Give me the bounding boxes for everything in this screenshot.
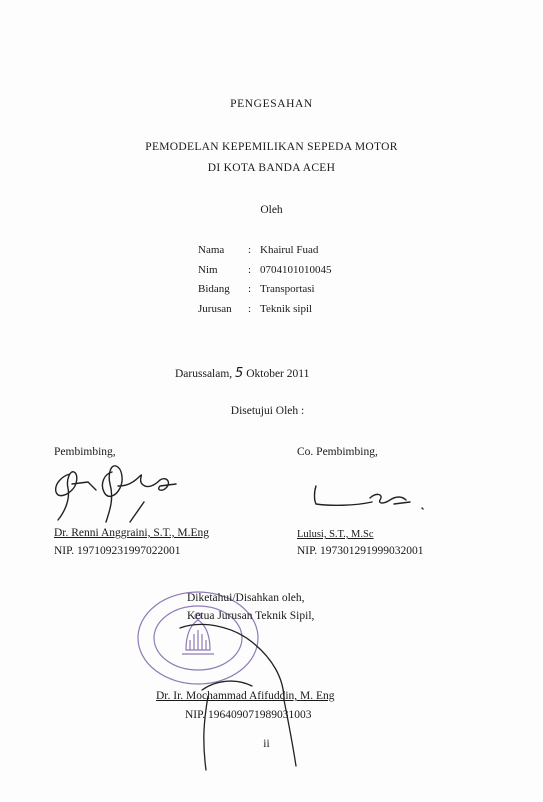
- identity-row-field: [198, 280, 332, 300]
- supervisor-role: Pembimbing,: [54, 446, 116, 458]
- identity-value: Transportasi: [260, 283, 315, 296]
- identity-row-nim: [198, 261, 332, 281]
- identity-label: Nama: [198, 244, 225, 256]
- identity-row-name: [198, 241, 332, 261]
- identity-label: Jurusan: [198, 303, 232, 316]
- identity-value: Teknik sipil: [260, 303, 313, 316]
- identity-table: [198, 241, 332, 320]
- date-prefix: Darussalam,: [175, 368, 233, 380]
- date-day: 5: [235, 366, 244, 381]
- identity-label: Bidang: [198, 283, 230, 296]
- supervisor-name: Dr. Renni Anggraini, S.T., M.Eng: [54, 527, 210, 539]
- thesis-title-line-2: DI KOTA BANDA ACEH: [207, 162, 336, 174]
- identity-colon: :: [248, 263, 252, 276]
- identity-value: 0704101010045: [260, 263, 332, 276]
- identity-colon: :: [248, 283, 252, 296]
- head-nip: NIP. 196409071989031003: [185, 709, 312, 721]
- page-heading: PENGESAHAN: [230, 98, 313, 110]
- thesis-title-line-1: PEMODELAN KEPEMILIKAN SEPEDA MOTOR: [145, 141, 398, 153]
- co-supervisor-role: Co. Pembimbing,: [297, 446, 378, 458]
- co-supervisor-signature: [310, 484, 430, 514]
- date-line: [175, 366, 309, 381]
- co-supervisor-nip: NIP. 197301291999032001: [297, 545, 424, 557]
- date-rest: Oktober 2011: [246, 368, 310, 380]
- head-name: Dr. Ir. Mochammad Afifuddin, M. Eng: [156, 690, 335, 702]
- head-line-1: Diketahui/Disahkan oleh,: [187, 592, 305, 604]
- by-label: Oleh: [260, 204, 283, 216]
- identity-colon: :: [248, 303, 252, 316]
- supervisor-nip: NIP. 197109231997022001: [54, 545, 181, 557]
- supervisor-signature: [48, 462, 188, 524]
- identity-value: Khairul Fuad: [260, 244, 319, 256]
- identity-row-department: [198, 300, 332, 320]
- identity-colon: :: [248, 244, 252, 256]
- identity-label: Nim: [198, 263, 218, 276]
- approved-by-label: Disetujui Oleh :: [230, 405, 305, 417]
- page-number: ii: [263, 738, 270, 750]
- head-line-2: Ketua Jurusan Teknik Sipil,: [187, 610, 315, 622]
- co-supervisor-name: Lulusi, S.T., M.Sc: [297, 529, 374, 540]
